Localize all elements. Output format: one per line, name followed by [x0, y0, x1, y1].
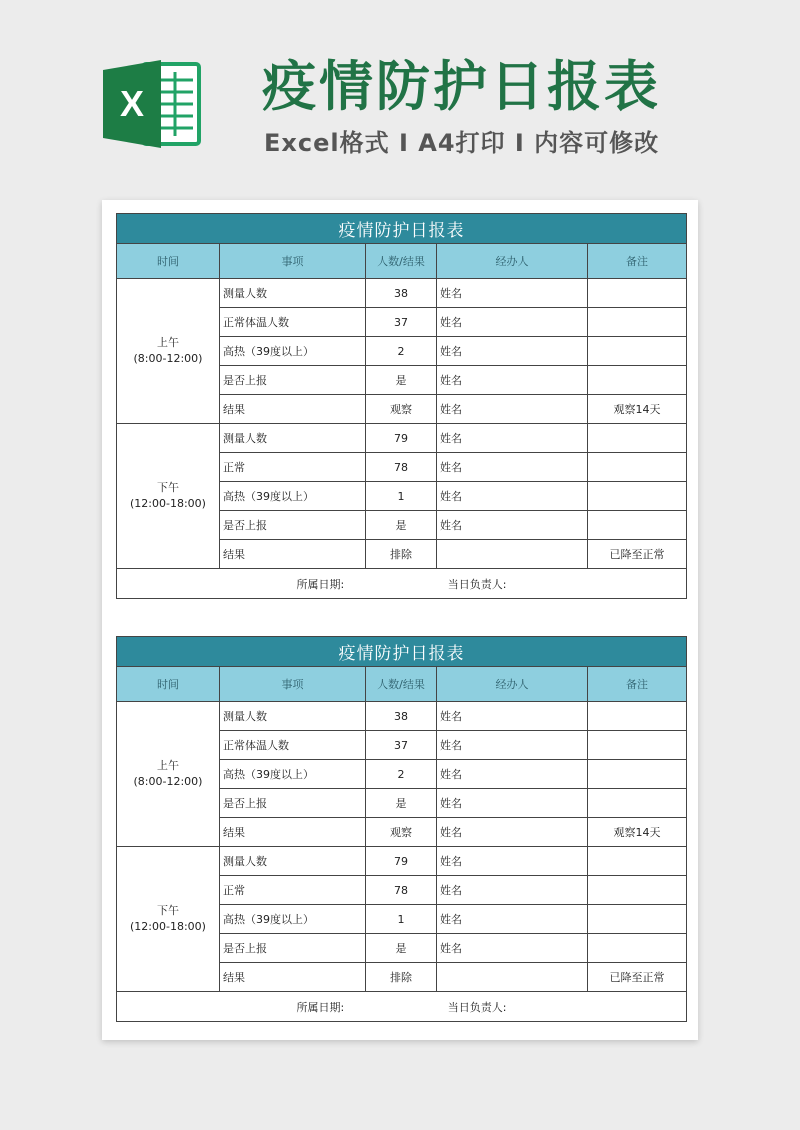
count-cell[interactable]: 2	[366, 337, 437, 366]
note-cell[interactable]	[588, 789, 687, 818]
agent-cell[interactable]: 姓名	[437, 337, 588, 366]
count-cell[interactable]: 79	[366, 424, 437, 453]
page-subtitle: Excel格式 I A4打印 I 内容可修改	[264, 129, 660, 157]
table-row	[117, 279, 687, 308]
time-range: (12:00-18:00)	[130, 920, 206, 933]
agent-cell[interactable]: 姓名	[437, 511, 588, 540]
item-cell[interactable]: 测量人数	[220, 847, 366, 876]
note-cell[interactable]	[588, 453, 687, 482]
note-cell[interactable]	[588, 934, 687, 963]
note-cell[interactable]	[588, 337, 687, 366]
time-label: 下午	[157, 904, 179, 917]
count-cell[interactable]: 78	[366, 453, 437, 482]
agent-cell[interactable]: 姓名	[437, 366, 588, 395]
item-cell[interactable]: 正常	[220, 876, 366, 905]
agent-cell[interactable]	[437, 540, 588, 569]
note-cell[interactable]	[588, 876, 687, 905]
col-header-agent: 经办人	[437, 244, 588, 279]
time-range: (8:00-12:00)	[133, 775, 203, 788]
item-cell[interactable]: 高热（39度以上）	[220, 482, 366, 511]
agent-cell[interactable]: 姓名	[437, 453, 588, 482]
count-cell[interactable]: 79	[366, 847, 437, 876]
note-cell[interactable]	[588, 760, 687, 789]
item-cell[interactable]: 是否上报	[220, 789, 366, 818]
time-range: (8:00-12:00)	[133, 352, 203, 365]
agent-cell[interactable]: 姓名	[437, 847, 588, 876]
item-cell[interactable]: 结果	[220, 963, 366, 992]
item-cell[interactable]: 是否上报	[220, 934, 366, 963]
item-cell[interactable]: 测量人数	[220, 702, 366, 731]
note-cell[interactable]	[588, 511, 687, 540]
date-label: 所属日期:	[296, 577, 345, 591]
col-header-count: 人数/结果	[366, 667, 437, 702]
count-cell[interactable]: 是	[366, 366, 437, 395]
count-cell[interactable]: 排除	[366, 540, 437, 569]
agent-cell[interactable]: 姓名	[437, 308, 588, 337]
count-cell[interactable]: 观察	[366, 818, 437, 847]
item-cell[interactable]: 测量人数	[220, 279, 366, 308]
footer-cell	[117, 992, 687, 1022]
agent-cell[interactable]	[437, 963, 588, 992]
count-cell[interactable]: 78	[366, 876, 437, 905]
item-cell[interactable]: 高热（39度以上）	[220, 905, 366, 934]
agent-cell[interactable]: 姓名	[437, 482, 588, 511]
header-row	[117, 244, 687, 279]
note-cell[interactable]	[588, 702, 687, 731]
agent-cell[interactable]: 姓名	[437, 702, 588, 731]
count-cell[interactable]: 是	[366, 934, 437, 963]
col-header-time: 时间	[117, 667, 220, 702]
table-row	[117, 847, 687, 876]
col-header-time: 时间	[117, 244, 220, 279]
page-title: 疫情防护日报表	[262, 55, 661, 118]
time-label: 下午	[157, 481, 179, 494]
time-cell-afternoon	[117, 847, 220, 992]
owner-label: 当日负责人:	[447, 1000, 507, 1014]
item-cell[interactable]: 测量人数	[220, 424, 366, 453]
agent-cell[interactable]: 姓名	[437, 760, 588, 789]
item-cell[interactable]: 结果	[220, 818, 366, 847]
time-cell-afternoon	[117, 424, 220, 569]
count-cell[interactable]: 38	[366, 279, 437, 308]
time-cell-morning	[117, 702, 220, 847]
col-header-note: 备注	[588, 667, 687, 702]
owner-label: 当日负责人:	[447, 577, 507, 591]
item-cell[interactable]: 是否上报	[220, 366, 366, 395]
table-row	[117, 424, 687, 453]
note-cell[interactable]	[588, 424, 687, 453]
count-cell[interactable]: 是	[366, 789, 437, 818]
report-caption: 疫情防护日报表	[117, 637, 687, 667]
item-cell[interactable]: 结果	[220, 540, 366, 569]
note-cell[interactable]	[588, 905, 687, 934]
item-cell[interactable]: 高热（39度以上）	[220, 337, 366, 366]
col-header-note: 备注	[588, 244, 687, 279]
item-cell[interactable]: 正常体温人数	[220, 731, 366, 760]
count-cell[interactable]: 是	[366, 511, 437, 540]
col-header-count: 人数/结果	[366, 244, 437, 279]
item-cell[interactable]: 是否上报	[220, 511, 366, 540]
col-header-agent: 经办人	[437, 667, 588, 702]
footer-row	[117, 569, 687, 599]
item-cell[interactable]: 正常体温人数	[220, 308, 366, 337]
col-header-item: 事项	[220, 244, 366, 279]
item-cell[interactable]: 正常	[220, 453, 366, 482]
agent-cell[interactable]: 姓名	[437, 424, 588, 453]
count-cell[interactable]: 排除	[366, 963, 437, 992]
note-cell[interactable]: 已降至正常	[588, 963, 687, 992]
footer-cell	[117, 569, 687, 599]
time-cell-morning	[117, 279, 220, 424]
note-cell[interactable]	[588, 279, 687, 308]
report-sheet	[102, 200, 698, 1040]
page-header	[0, 0, 800, 180]
excel-logo-icon	[103, 58, 203, 150]
agent-cell[interactable]: 姓名	[437, 395, 588, 424]
note-cell[interactable]: 已降至正常	[588, 540, 687, 569]
note-cell[interactable]: 观察14天	[588, 395, 687, 424]
note-cell[interactable]	[588, 482, 687, 511]
count-cell[interactable]: 1	[366, 905, 437, 934]
note-cell[interactable]	[588, 731, 687, 760]
note-cell[interactable]	[588, 366, 687, 395]
count-cell[interactable]: 37	[366, 731, 437, 760]
count-cell[interactable]: 37	[366, 308, 437, 337]
svg-text:X: X	[119, 83, 145, 124]
agent-cell[interactable]: 姓名	[437, 905, 588, 934]
item-cell[interactable]: 结果	[220, 395, 366, 424]
count-cell[interactable]: 观察	[366, 395, 437, 424]
count-cell[interactable]: 2	[366, 760, 437, 789]
time-label: 上午	[157, 759, 179, 772]
header-row	[117, 667, 687, 702]
note-cell[interactable]: 观察14天	[588, 818, 687, 847]
time-range: (12:00-18:00)	[130, 497, 206, 510]
report-caption: 疫情防护日报表	[117, 214, 687, 244]
agent-cell[interactable]: 姓名	[437, 818, 588, 847]
item-cell[interactable]: 高热（39度以上）	[220, 760, 366, 789]
agent-cell[interactable]: 姓名	[437, 876, 588, 905]
note-cell[interactable]	[588, 847, 687, 876]
note-cell[interactable]	[588, 308, 687, 337]
agent-cell[interactable]: 姓名	[437, 934, 588, 963]
count-cell[interactable]: 1	[366, 482, 437, 511]
agent-cell[interactable]: 姓名	[437, 731, 588, 760]
report-table-2	[116, 636, 687, 1022]
agent-cell[interactable]: 姓名	[437, 789, 588, 818]
report-table-1	[116, 213, 687, 599]
count-cell[interactable]: 38	[366, 702, 437, 731]
col-header-item: 事项	[220, 667, 366, 702]
table-row	[117, 702, 687, 731]
date-label: 所属日期:	[296, 1000, 345, 1014]
footer-row	[117, 992, 687, 1022]
agent-cell[interactable]: 姓名	[437, 279, 588, 308]
time-label: 上午	[157, 336, 179, 349]
